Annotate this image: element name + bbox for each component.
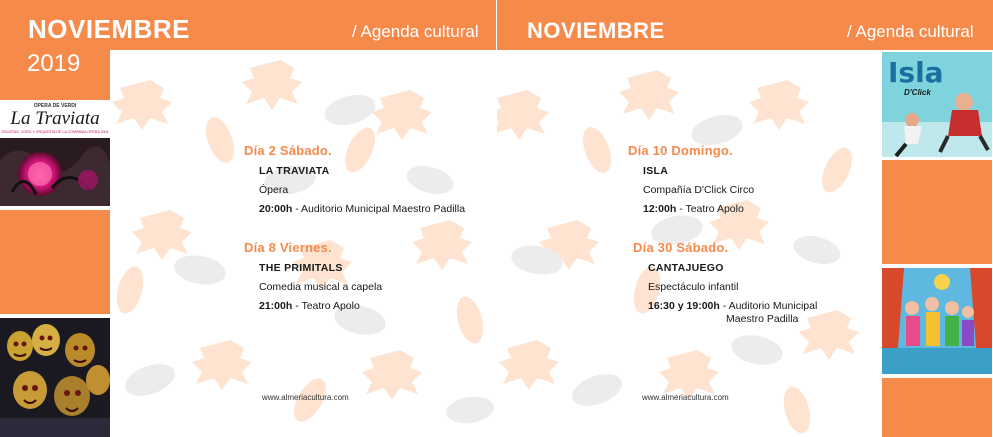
website-link[interactable]: www.almeriacultura.com xyxy=(262,393,349,402)
event-time-venue xyxy=(259,203,465,215)
separator: - xyxy=(292,203,302,215)
la-traviata-poster xyxy=(0,100,110,206)
left-page xyxy=(0,0,496,437)
event-time-venue xyxy=(643,203,754,215)
isla-poster xyxy=(882,52,992,157)
event-venue: Teatro Apolo xyxy=(301,300,360,312)
separator: - xyxy=(719,300,729,312)
event-title: CANTAJUEGO xyxy=(648,262,724,274)
poster-subtitle: SOLISTAS, CORO Y ORQUESTA DE LA COMPAÑIA OPERA 2001 xyxy=(1,130,109,134)
right-events xyxy=(497,50,882,437)
event-time-venue xyxy=(648,300,817,325)
event-time: 21:00h xyxy=(259,300,293,312)
separator: - xyxy=(676,203,686,215)
event-time-venue xyxy=(259,300,382,312)
left-image-column xyxy=(0,100,110,437)
orange-block xyxy=(882,160,992,264)
event-genre: Ópera xyxy=(259,184,289,196)
isla-brand: D'Click xyxy=(904,88,931,97)
header-bar xyxy=(497,0,993,50)
event-isla xyxy=(628,143,754,215)
right-content-area xyxy=(497,50,882,437)
event-genre: Espectáculo infantil xyxy=(648,281,739,293)
event-cantajuego xyxy=(633,240,817,325)
event-title: THE PRIMITALS xyxy=(259,262,343,274)
separator: - xyxy=(292,300,302,312)
event-time: 20:00h xyxy=(259,203,293,215)
left-content-area xyxy=(110,50,496,437)
event-time: 12:00h xyxy=(643,203,677,215)
event-the-primitals xyxy=(244,240,382,312)
event-day: Día 2 Sábado. xyxy=(244,143,332,158)
event-title: ISLA xyxy=(643,165,669,177)
section-title: / Agenda cultural xyxy=(352,22,479,41)
event-genre: Comedia musical a capela xyxy=(259,281,383,293)
event-day: Día 8 Viernes. xyxy=(244,240,332,255)
event-genre: Compañía D'Click Circo xyxy=(643,184,755,196)
primitals-artwork xyxy=(0,318,110,437)
year-block xyxy=(0,50,110,100)
year-label: 2019 xyxy=(27,50,81,77)
event-time: 16:30 y 19:00h xyxy=(648,300,720,312)
event-day: Día 10 Domingo. xyxy=(628,143,733,158)
section-title: / Agenda cultural xyxy=(847,22,974,41)
right-image-column xyxy=(882,50,992,437)
right-page xyxy=(497,0,993,437)
website-link[interactable]: www.almeriacultura.com xyxy=(642,393,729,402)
event-venue: Auditorio Municipal Maestro Padilla xyxy=(301,203,466,215)
header-bar xyxy=(0,0,496,50)
event-venue: Auditorio Municipal xyxy=(728,300,818,312)
event-venue: Teatro Apolo xyxy=(685,203,744,215)
orange-block xyxy=(0,210,110,314)
isla-title: Isla xyxy=(888,56,944,89)
cantajuego-artwork xyxy=(882,268,992,374)
event-day: Día 30 Sábado. xyxy=(633,240,729,255)
the-primitals-photo xyxy=(0,318,110,437)
left-events xyxy=(110,50,496,437)
event-la-traviata xyxy=(244,143,465,215)
poster-title: La Traviata xyxy=(10,108,100,129)
month-title: NOVIEMBRE xyxy=(527,18,665,43)
event-title: LA TRAVIATA xyxy=(259,165,330,177)
orange-block xyxy=(882,378,992,437)
month-title: NOVIEMBRE xyxy=(28,14,190,44)
cantajuego-photo xyxy=(882,268,992,374)
event-venue-continued: Maestro Padilla xyxy=(726,313,799,325)
poster-kicker: OPERA DE VERDI xyxy=(33,103,77,109)
